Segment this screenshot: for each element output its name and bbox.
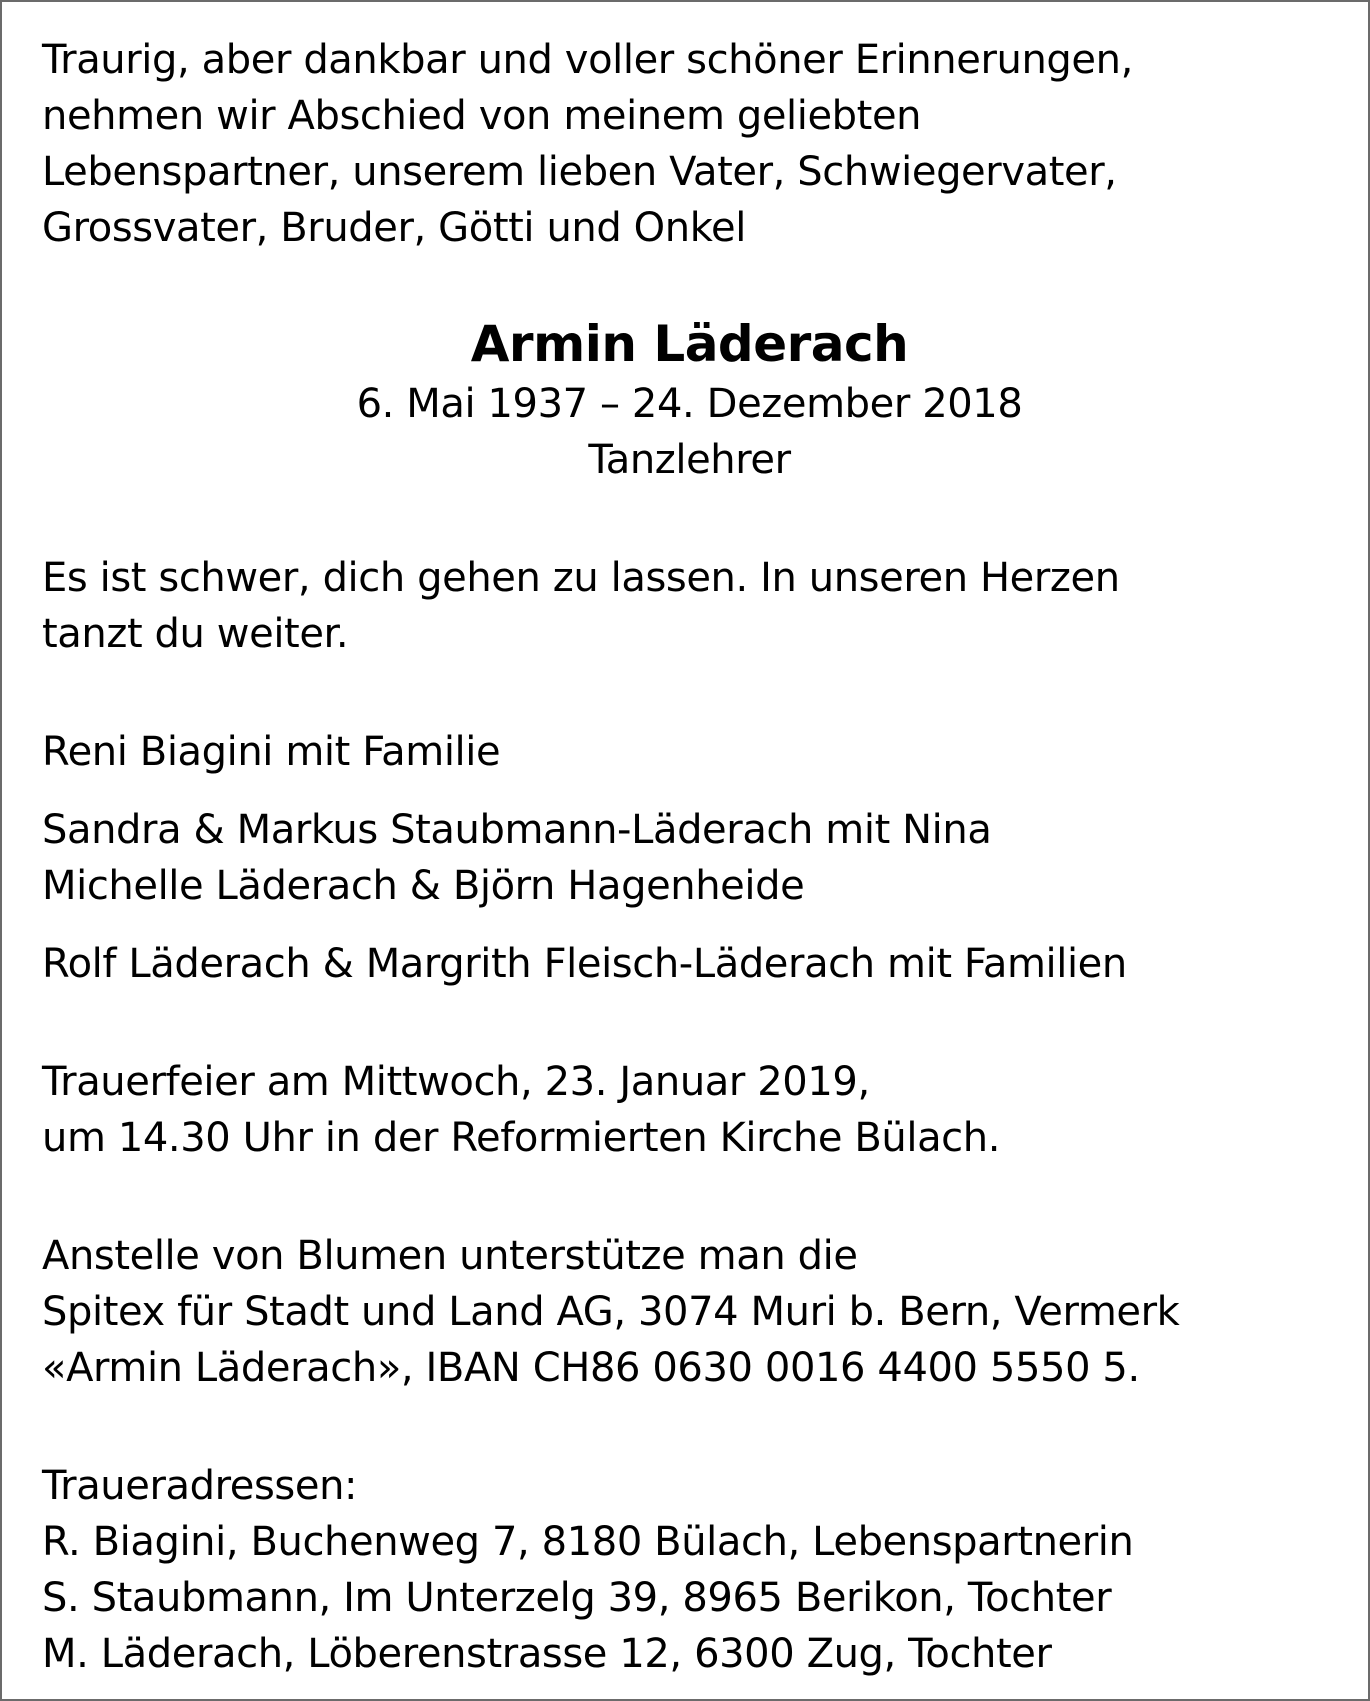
quote-line: tanzt du weiter. (42, 611, 349, 657)
address-line: S. Staubmann, Im Unterzelg 39, 8965 Berikon, Tochter (42, 1575, 1112, 1621)
deceased-name: Armin Läderach (470, 315, 909, 373)
mourning-addresses (42, 1458, 1342, 1682)
deceased-block (42, 312, 1342, 488)
intro-text (42, 32, 1342, 256)
address-line: M. Läderach, Löberenstrasse 12, 6300 Zug, Tochter (42, 1631, 1052, 1677)
donation-info (42, 1228, 1342, 1396)
life-dates: 6. Mai 1937 – 24. Dezember 2018 (356, 381, 1023, 427)
intro-line: Lebenspartner, unserem lieben Vater, Schwiegervater, (42, 149, 1117, 195)
obituary-notice (42, 32, 1342, 1682)
mourner-line: Rolf Läderach & Margrith Fleisch-Läderach mit Familien (42, 941, 1127, 987)
donation-line: «Armin Läderach», IBAN CH86 0630 0016 4400 5550 5. (42, 1345, 1140, 1391)
mourner-line: Michelle Läderach & Björn Hagenheide (42, 863, 805, 909)
quote-line: Es ist schwer, dich gehen zu lassen. In unseren Herzen (42, 555, 1120, 601)
ceremony-info (42, 1054, 1342, 1166)
intro-line: nehmen wir Abschied von meinem geliebten (42, 93, 922, 139)
intro-line: Grossvater, Bruder, Götti und Onkel (42, 205, 746, 251)
profession: Tanzlehrer (588, 437, 791, 483)
mourner-line: Reni Biagini mit Familie (42, 729, 501, 775)
donation-line: Spitex für Stadt und Land AG, 3074 Muri b. Bern, Vermerk (42, 1289, 1180, 1335)
ceremony-line: Trauerfeier am Mittwoch, 23. Januar 2019, (42, 1059, 870, 1105)
addresses-heading: Traueradressen: (42, 1463, 358, 1509)
quote-text (42, 550, 1342, 662)
address-line: R. Biagini, Buchenweg 7, 8180 Bülach, Lebenspartnerin (42, 1519, 1134, 1565)
ceremony-line: um 14.30 Uhr in der Reformierten Kirche Bülach. (42, 1115, 1001, 1161)
donation-line: Anstelle von Blumen unterstütze man die (42, 1233, 858, 1279)
intro-line: Traurig, aber dankbar und voller schöner Erinnerungen, (42, 37, 1133, 83)
mourners-list (42, 724, 1342, 992)
mourner-line: Sandra & Markus Staubmann-Läderach mit Nina (42, 807, 992, 853)
